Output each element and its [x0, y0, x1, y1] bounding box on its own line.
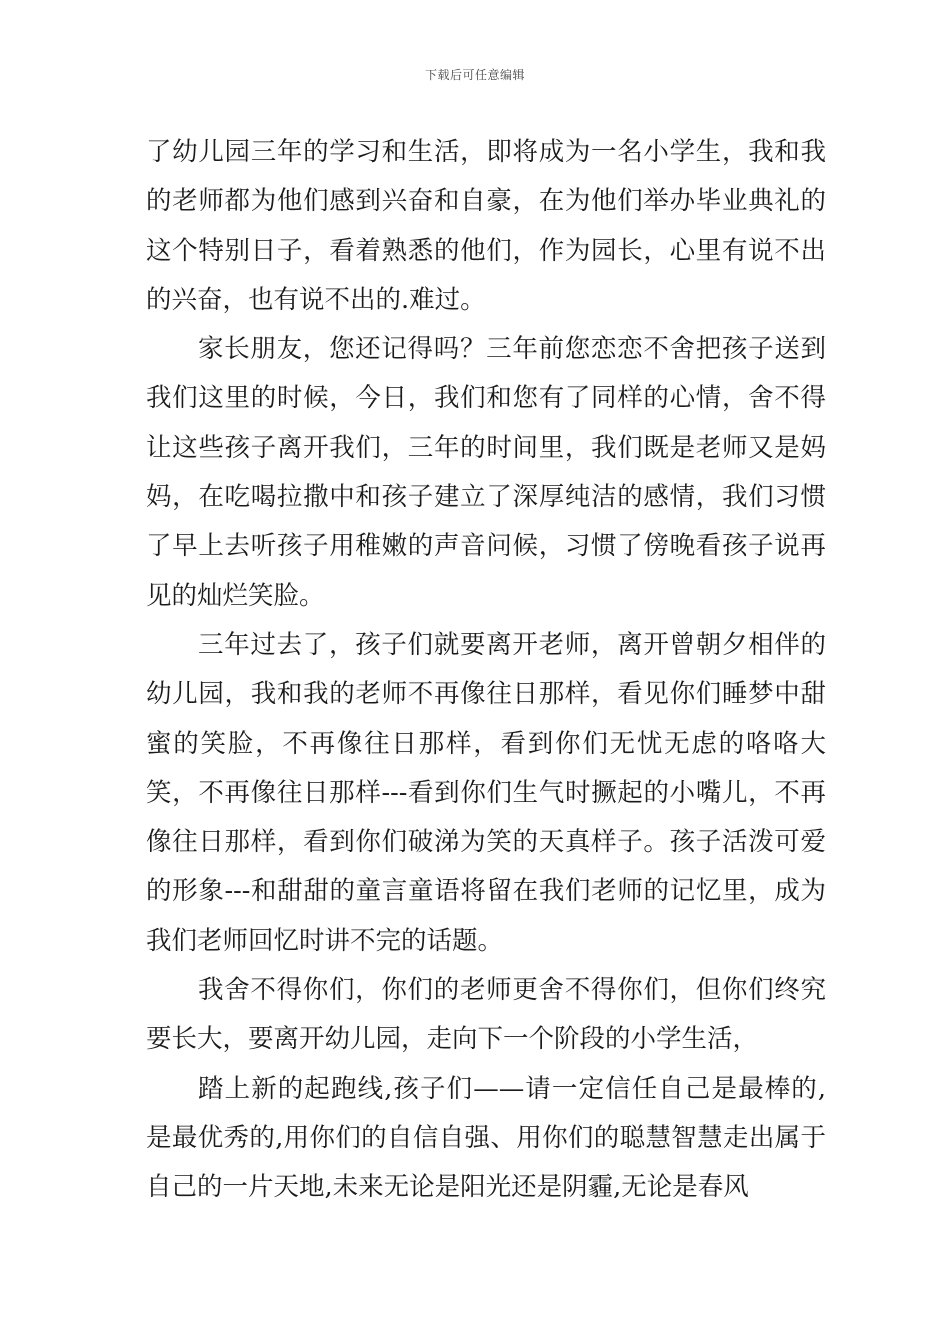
paragraph-5: 踏上新的起跑线,孩子们——请一定信任自己是最棒的,是最优秀的,用你们的自信自强、用你们的聪慧智慧走出属于自己的一片天地,未来无论是阳光还是阴霾,无论是春风	[146, 1073, 826, 1203]
paragraph-4: 我舍不得你们，你们的老师更舍不得你们，但你们终究要长大，要离开幼儿园，走向下一个阶段的小学生活，	[146, 975, 826, 1055]
header-note: 下载后可任意编辑	[424, 68, 525, 82]
paragraph-2: 家长朋友，您还记得吗？三年前您恋恋不舍把孩子送到我们这里的时候，今日，我们和您有了同样的心情，舍不得让这些孩子离开我们，三年的时间里，我们既是老师又是妈妈，在吃喝拉撒中和孩子建立了深厚纯洁的感情，我们习惯了早上去听孩子用稚嫩的声音问候，习惯了傍晚看孩子说再见的灿烂笑脸。	[146, 334, 826, 611]
paragraph-3: 三年过去了，孩子们就要离开老师，离开曾朝夕相伴的幼儿园，我和我的老师不再像往日那样，看见你们睡梦中甜蜜的笑脸，不再像往日那样，看到你们无忧无虑的咯咯大笑，不再像往日那样---看到你们生气时撅起的小嘴儿，不再像往日那样，看到你们破涕为笑的天真样子。孩子活泼可爱的形象---和甜甜的童言童语将留在我们老师的记忆里，成为我们老师回忆时讲不完的话题。	[146, 629, 826, 956]
document-body	[146, 128, 826, 1213]
paragraph-1: 了幼儿园三年的学习和生活，即将成为一名小学生，我和我的老师都为他们感到兴奋和自豪，在为他们举办毕业典礼的这个特别日子，看着熟悉的他们，作为园长，心里有说不出的兴奋，也有说不出的.难过。	[146, 137, 826, 315]
